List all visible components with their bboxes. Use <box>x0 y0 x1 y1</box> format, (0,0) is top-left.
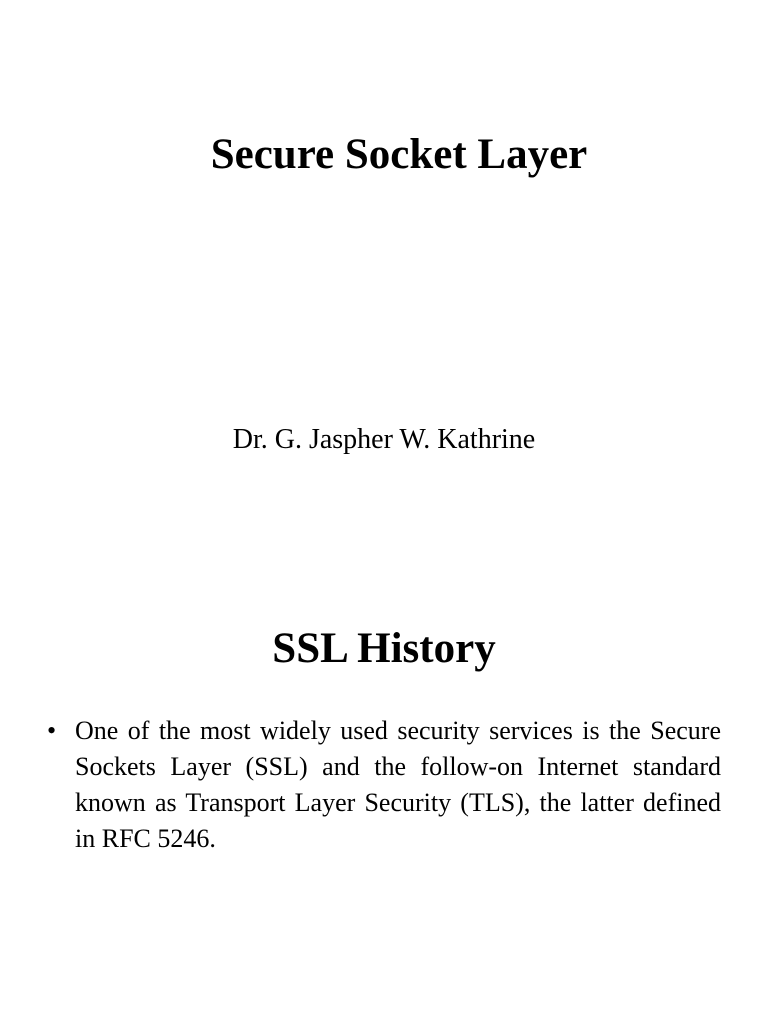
bullet-item <box>45 713 721 857</box>
bullet-marker: • <box>47 716 57 745</box>
bullet-list <box>45 713 721 857</box>
bullet-text: One of the most widely used security services is the Secure Sockets Layer (SSL) and the follow-on Internet standard known as Transport Layer Security (TLS), the latter defined in RFC 5246. <box>75 716 721 853</box>
slide-heading: SSL History <box>272 625 496 672</box>
slide-author: Dr. G. Jaspher W. Kathrine <box>232 424 536 455</box>
slide-title: Secure Socket Layer <box>210 131 588 178</box>
content-slide <box>0 575 768 1024</box>
